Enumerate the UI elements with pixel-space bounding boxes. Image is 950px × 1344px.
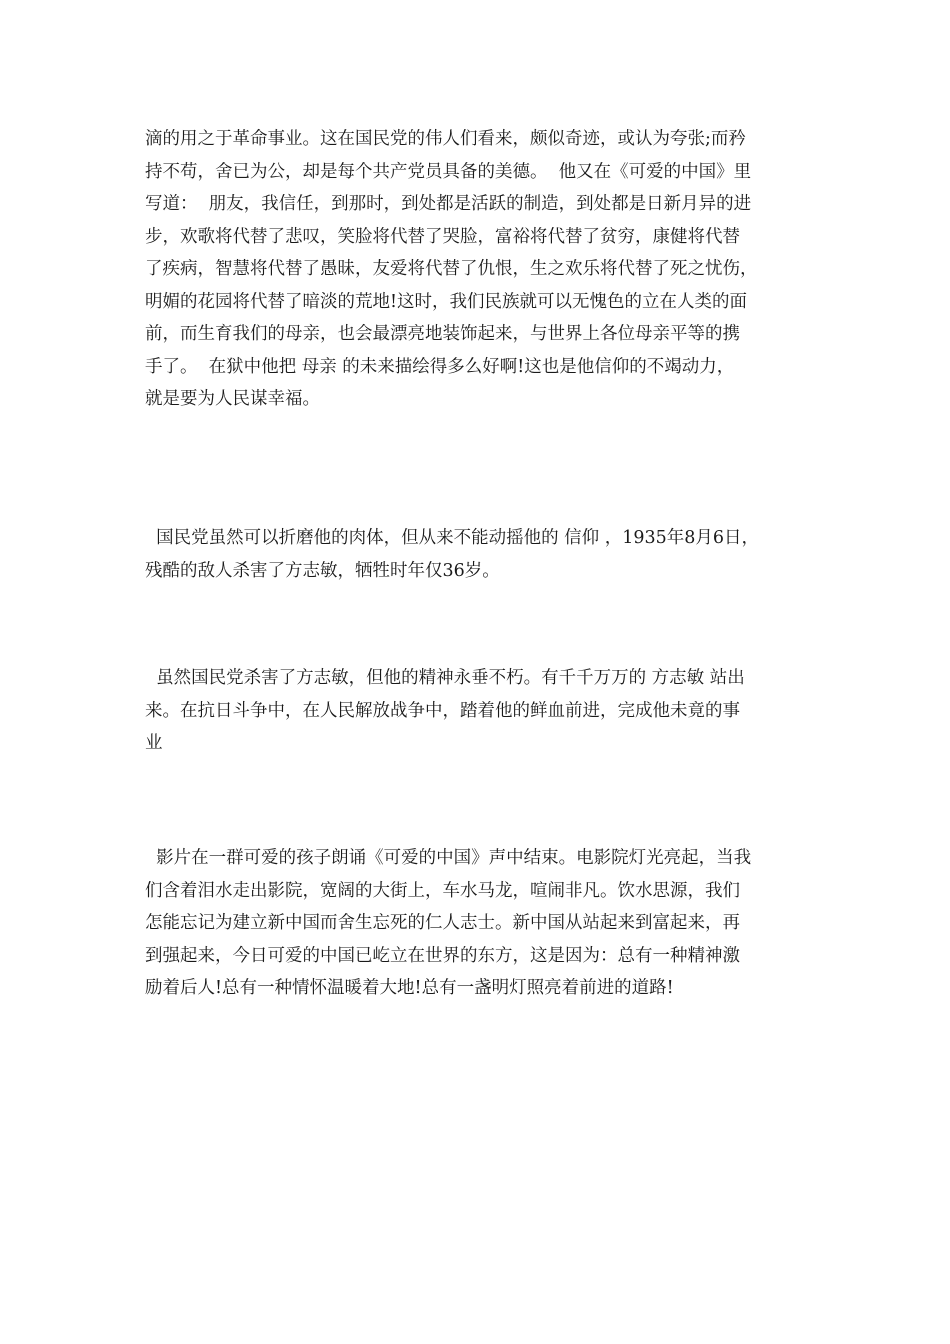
text-line: 励着后人!总有一种情怀温暖着大地!总有一盏明灯照亮着前进的道路! (145, 978, 674, 998)
text-line: 了疾病，智慧将代替了愚昧，友爱将代替了仇恨，生之欢乐将代替了死之忧伤， (145, 259, 758, 279)
text-line: 就是要为人民谋幸福。 (145, 389, 320, 409)
text-line: 手了。 在狱中他把 母亲 的未来描绘得多么好啊!这也是他信仰的不竭动力， (145, 356, 735, 377)
text-line: 到强起来，今日可爱的中国已屹立在世界的东方，这是因为：总有一种精神激 (145, 945, 740, 966)
text-line: 影片在一群可爱的孩子朗诵《可爱的中国》声中结束。电影院灯光亮起，当我 (145, 848, 752, 868)
paragraph-4 (145, 842, 825, 1005)
text-line: 持不苟，舍已为公，却是每个共产党员具备的美德。 他又在《可爱的中国》里 (145, 161, 752, 182)
text-line: 前，而生育我们的母亲，也会最漂亮地装饰起来，与世界上各位母亲平等的携 (145, 324, 740, 344)
text-line: 业 (145, 733, 163, 753)
text-line: 残酷的敌人杀害了方志敏，牺牲时年仅36岁。 (145, 560, 500, 581)
text-line: 步，欢歌将代替了悲叹，笑脸将代替了哭脸，富裕将代替了贫穷，康健将代替 (145, 226, 740, 247)
paragraph-3 (145, 662, 825, 760)
text-line: 明媚的花园将代替了暗淡的荒地!这时，我们民族就可以无愧色的立在人类的面 (145, 291, 748, 312)
text-line: 国民党虽然可以折磨他的肉体，但从来不能动摇他的 信仰 ，1935年8月6日， (145, 528, 760, 548)
text-line: 来。在抗日斗争中，在人民解放战争中，踏着他的鲜血前进，完成他未竟的事 (145, 700, 740, 721)
paragraph-1 (145, 123, 825, 416)
text-line: 写道： 朋友，我信任，到那时，到处都是活跃的制造，到处都是日新月异的进 (145, 194, 752, 214)
paragraph-2 (145, 522, 825, 587)
text-line: 滴的用之于革命事业。这在国民党的伟人们看来，颇似奇迹，或认为夸张;而矜 (145, 129, 746, 149)
text-line: 们含着泪水走出影院，宽阔的大街上，车水马龙，喧闹非凡。饮水思源，我们 (145, 880, 740, 901)
text-line: 怎能忘记为建立新中国而舍生忘死的仁人志士。新中国从站起来到富起来，再 (145, 913, 740, 933)
text-line: 虽然国民党杀害了方志敏，但他的精神永垂不朽。有千千万万的 方志敏 站出 (145, 668, 745, 688)
